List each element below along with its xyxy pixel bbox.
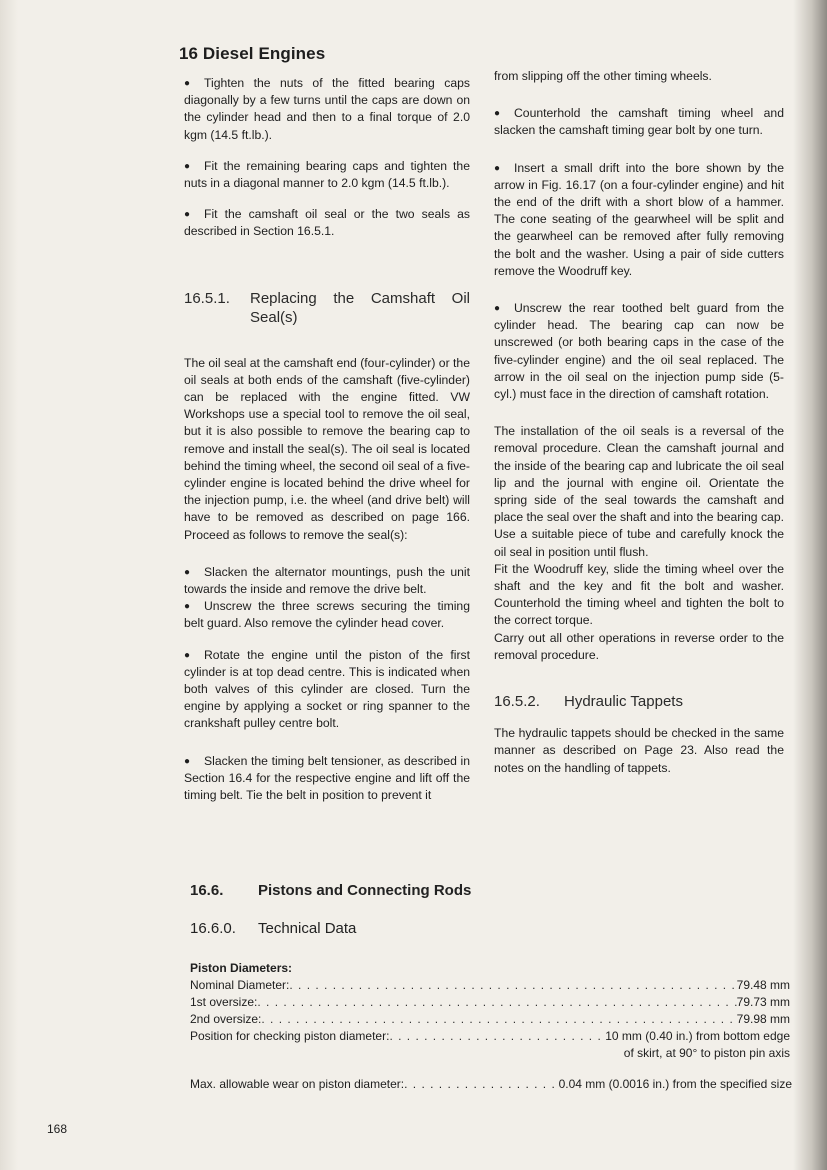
right-bullet-2: ● Insert a small drift into the bore shown by the arrow in Fig. 16.17 (on a four-cylinder engine) and hit the end of the drift with a short blow of a hammer. The cone seating of the gearwheel will be split and the gearwheel can be removed after fully removing the bolt and the washer. Using a pair of side cutters remove the Woodruff key. — [494, 160, 784, 280]
right-paragraph-2: Fit the Woodruff key, slide the timing wheel over the shaft and the key and fit the bolt and washer. Counterhold the timing wheel and tighten the bolt to the correct torque. — [494, 561, 784, 628]
left-bullet-7: ● Slacken the timing belt tensioner, as described in Section 16.4 for the respective engine and lift off the timing belt. Tie the belt in position to prevent it — [184, 753, 470, 805]
left-bullet-5: ● Unscrew the three screws securing the timing belt guard. Also remove the cylinder head cover. — [184, 598, 470, 632]
right-bullet-1: ● Counterhold the camshaft timing wheel and slacken the camshaft timing gear bolt by one turn. — [494, 105, 784, 139]
section-title: Replacing the Camshaft Oil Seal(s) — [250, 289, 470, 326]
data-value: 79.48 mm — [736, 978, 790, 992]
data-row — [190, 994, 790, 1011]
section-16-6-0-heading — [190, 920, 356, 937]
page-edge-left — [0, 0, 18, 1170]
data-value: 10 mm (0.40 in.) from bottom edge — [605, 1029, 790, 1043]
data-label: Max. allowable wear on piston diameter: — [190, 1077, 405, 1091]
data-value: 0.04 mm (0.0016 in.) from the specified size — [558, 1077, 792, 1091]
left-column — [184, 75, 470, 804]
page-number: 168 — [47, 1122, 68, 1136]
page-edge-right — [793, 0, 827, 1170]
section-16-5-2-heading — [494, 692, 784, 711]
data-label: 1st oversize: — [190, 995, 258, 1009]
chapter-title: 16 Diesel Engines — [179, 44, 326, 63]
data-label: 2nd oversize: — [190, 1012, 262, 1026]
data-value-continuation: of skirt, at 90° to piston pin axis — [623, 1046, 790, 1060]
left-bullet-2: ● Fit the remaining bearing caps and tighten the nuts in a diagonal manner to 2.0 kgm (14.5 ft.lb.). — [184, 158, 470, 192]
right-column — [494, 68, 784, 777]
left-bullet-4: ● Slacken the alternator mountings, push the unit towards the inside and remove the drive belt. — [184, 564, 470, 598]
right-paragraph-3: Carry out all other operations in reverse order to the removal procedure. — [494, 630, 784, 662]
technical-data-title: Piston Diameters: — [190, 961, 293, 975]
data-value: 79.73 mm — [736, 995, 790, 1009]
left-bullet-6: ● Rotate the engine until the piston of the first cylinder is at top dead centre. This is indicated when both valves of this cylinder are closed. Turn the engine by applying a socket or ring spanner to the crankshaft pulley centre bolt. — [184, 647, 470, 733]
data-value: 79.98 mm — [736, 1012, 790, 1026]
right-paragraph-1: The installation of the oil seals is a reversal of the removal procedure. Clean the camshaft journal and the inside of the bearing cap and lubricate the oil seal lip and the journal with engine oil. Orientate the spring side of the seal towards the camshaft and place the seal over the shaft and into the bearing cap. Use a suitable piece of tube and carefully knock the oil seal in position until flush. — [494, 424, 784, 559]
section-number: 16.5.2. — [494, 693, 540, 711]
data-label: Nominal Diameter: — [190, 978, 290, 992]
technical-data-table — [190, 960, 790, 1062]
left-bullet-1: ● Tighten the nuts of the fitted bearing caps diagonally by a few turns until the caps are down on the cylinder head and then to a final torque of 2.0 kgm (14.5 ft.lb.). — [184, 75, 470, 144]
right-paragraph-4: The hydraulic tappets should be checked in the same manner as described on Page 23. Also read the notes on the handling of tappets. — [494, 726, 784, 775]
section-number: 16.5.1. — [184, 289, 230, 307]
right-bullet-3: ● Unscrew the rear toothed belt guard from the cylinder head. The bearing cap can now be unscrewed (or both bearing caps in the case of the five-cylinder engine) and the oil seal replaced. The arrow in the oil seal on the injection pump side (5-cyl.) must face in the direction of camshaft rotation. — [494, 300, 784, 403]
data-row — [190, 1028, 790, 1045]
section-title: Technical Data — [258, 920, 357, 937]
left-bullet-3: ● Fit the camshaft oil seal or the two seals as described in Section 16.5.1. — [184, 206, 470, 240]
section-16-5-1-heading — [184, 289, 470, 327]
data-row — [190, 977, 790, 994]
section-number: 16.6. — [190, 882, 224, 899]
section-title: Hydraulic Tappets — [564, 693, 683, 711]
data-row — [190, 1011, 790, 1028]
section-number: 16.6.0. — [190, 920, 236, 937]
section-title: Pistons and Connecting Rods — [258, 882, 472, 899]
data-label: Position for checking piston diameter: — [190, 1029, 390, 1043]
section-16-6-heading — [190, 882, 471, 899]
left-paragraph-1: The oil seal at the camshaft end (four-cylinder) or the oil seals at both ends of the camshaft (five-cylinder) can be replaced with the engine fitted. VW Workshops use a special tool to remove the oil seal, but it is also possible to remove the bearing cap to remove and install the seal(s). The oil seal is located behind the timing wheel, the second oil seal of a five-cylinder engine is located behind the drive wheel for the injection pump, i.e. the wheel (and drive belt) will have to be removed as described on page 166. Proceed as follows to remove the seal(s): — [184, 355, 470, 542]
right-continuation: from slipping off the other timing wheels. — [494, 69, 712, 83]
wear-row — [190, 1077, 792, 1091]
